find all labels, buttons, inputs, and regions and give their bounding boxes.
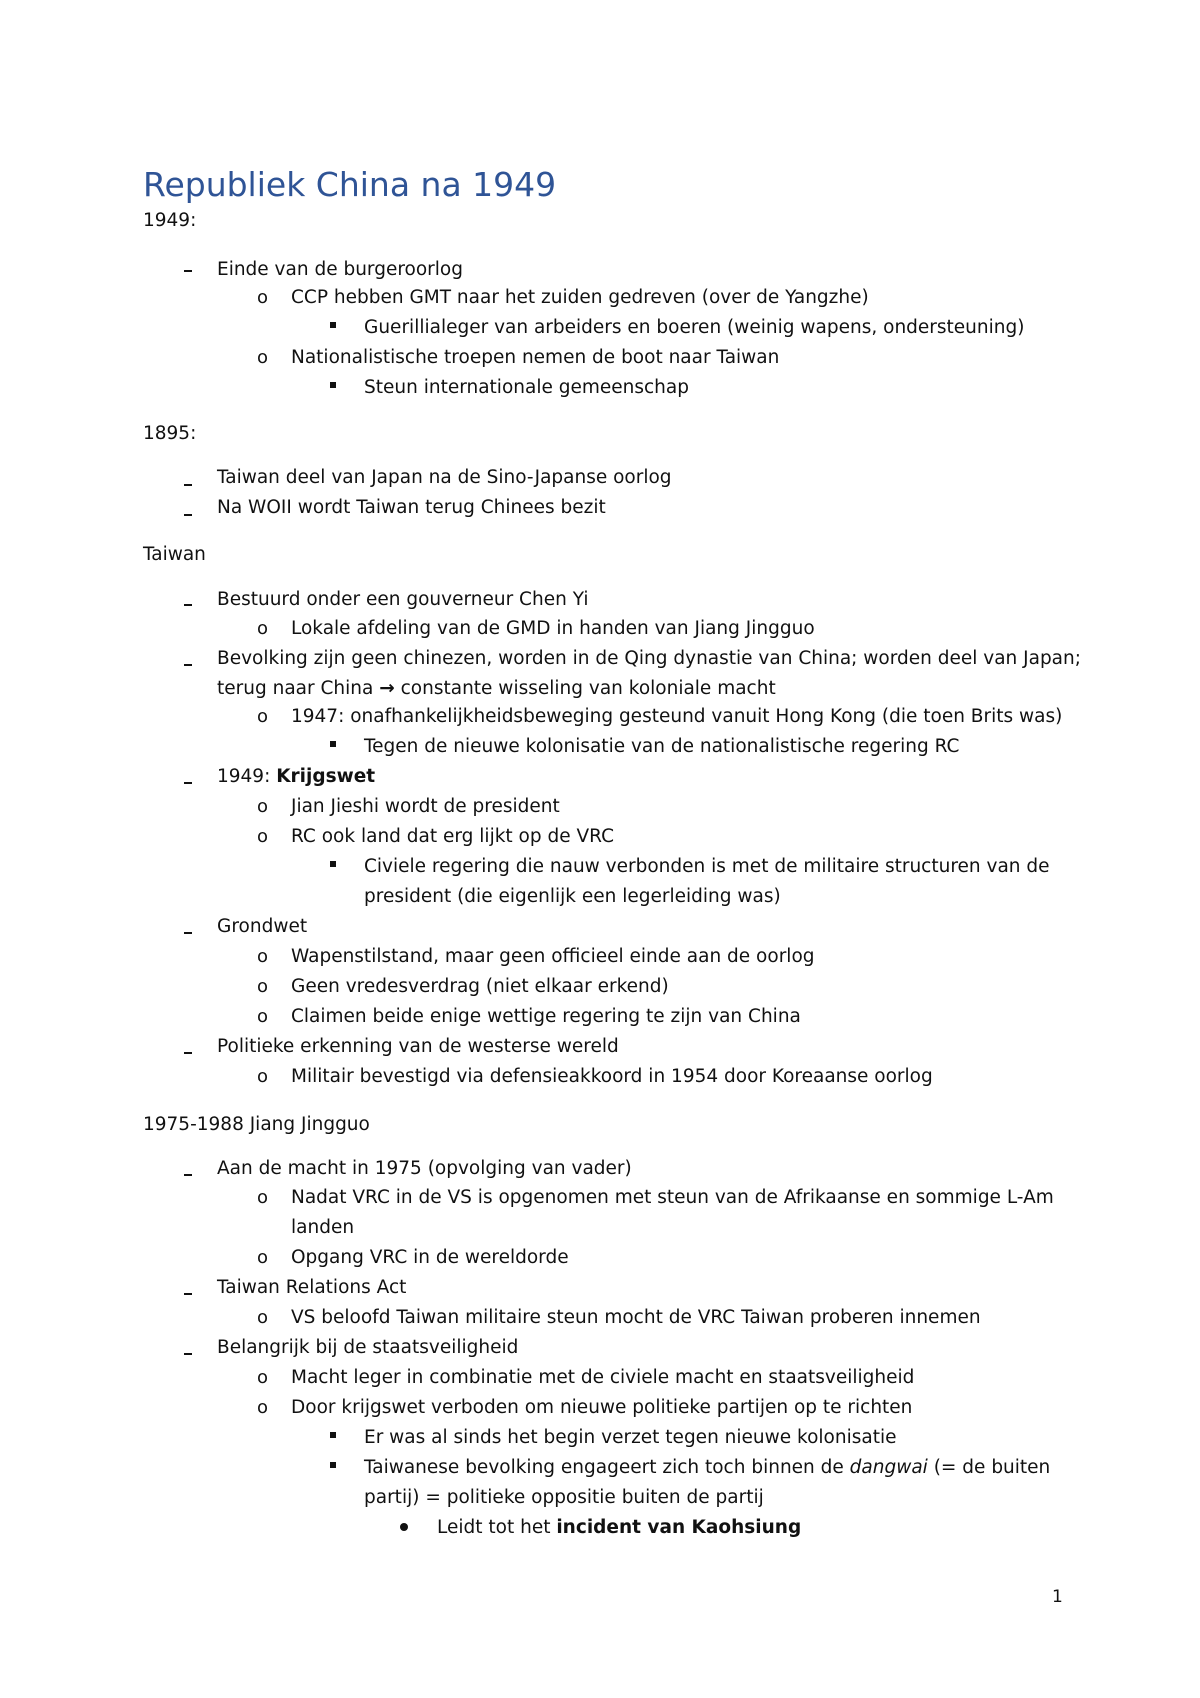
text-run-italic: dangwai (849, 1457, 928, 1478)
circle-bullet-icon: o (257, 287, 269, 308)
list-item: Civiele regering die nauw verbonden is met de militaire structuren van de (364, 856, 1050, 877)
circle-bullet-icon: o (257, 1367, 269, 1388)
circle-bullet-icon: o (257, 946, 269, 967)
list-item: CCP hebben GMT naar het zuiden gedreven (over de Yangzhe) (291, 287, 869, 308)
list-item: Macht leger in combinatie met de civiele macht en staatsveiligheid (291, 1367, 915, 1388)
list-item: Politieke erkenning van de westerse wereld (217, 1036, 619, 1057)
arrow-right-icon: → (379, 678, 395, 699)
dash-bullet-icon (184, 1174, 192, 1176)
list-item: Er was al sinds het begin verzet tegen nieuwe kolonisatie (364, 1427, 897, 1448)
text-run: terug naar China (217, 678, 374, 699)
list-item: Aan de macht in 1975 (opvolging van vader) (217, 1158, 632, 1179)
dash-bullet-icon (184, 484, 192, 486)
list-item (217, 765, 375, 789)
square-bullet-icon (330, 741, 336, 747)
section-heading-jiang-jingguo: 1975-1988 Jiang Jingguo (143, 1114, 370, 1135)
dash-bullet-icon (184, 1293, 192, 1295)
list-item: RC ook land dat erg lijkt op de VRC (291, 826, 615, 847)
list-item: Wapenstilstand, maar geen officieel einde aan de oorlog (291, 946, 815, 967)
square-bullet-icon (330, 1462, 336, 1468)
square-bullet-icon (330, 861, 336, 867)
square-bullet-icon (330, 382, 336, 388)
section-heading-1895: 1895: (143, 423, 197, 444)
circle-bullet-icon: o (257, 976, 269, 997)
list-item: Taiwan deel van Japan na de Sino-Japanse oorlog (217, 467, 672, 488)
list-item: 1947: onafhankelijkheidsbeweging gesteund vanuit Hong Kong (die toen Brits was) (291, 706, 1063, 727)
circle-bullet-icon: o (257, 1307, 269, 1328)
dash-bullet-icon (184, 1353, 192, 1355)
page-title: Republiek China na 1949 (143, 165, 557, 204)
square-bullet-icon (330, 322, 336, 328)
list-item: Taiwan Relations Act (217, 1277, 407, 1298)
list-item: Na WOII wordt Taiwan terug Chinees bezit (217, 497, 606, 518)
list-item (437, 1516, 801, 1540)
square-bullet-icon (330, 1432, 336, 1438)
list-item: Geen vredesverdrag (niet elkaar erkend) (291, 976, 669, 997)
list-item: Nationalistische troepen nemen de boot naar Taiwan (291, 347, 780, 368)
list-item-continuation (217, 677, 776, 701)
list-item: Door krijgswet verboden om nieuwe politieke partijen op te richten (291, 1397, 913, 1418)
list-item-continuation: landen (291, 1217, 355, 1238)
round-bullet-icon (400, 1523, 408, 1531)
circle-bullet-icon: o (257, 1247, 269, 1268)
list-item: VS beloofd Taiwan militaire steun mocht de VRC Taiwan proberen innemen (291, 1307, 981, 1328)
text-run: Taiwanese bevolking engageert zich toch binnen de (364, 1457, 850, 1478)
dash-bullet-icon (184, 270, 192, 272)
text-run-bold: incident van Kaohsiung (556, 1517, 802, 1538)
list-item: Guerillialeger van arbeiders en boeren (weinig wapens, ondersteuning) (364, 317, 1025, 338)
text-run: 1949: (217, 766, 277, 787)
list-item: Grondwet (217, 916, 308, 937)
circle-bullet-icon: o (257, 826, 269, 847)
list-item: Belangrijk bij de staatsveiligheid (217, 1337, 519, 1358)
text-run: constante wisseling van koloniale macht (400, 678, 776, 699)
list-item: Militair bevestigd via defensieakkoord in 1954 door Koreaanse oorlog (291, 1066, 933, 1087)
circle-bullet-icon: o (257, 1006, 269, 1027)
dash-bullet-icon (184, 604, 192, 606)
list-item (364, 1456, 1050, 1480)
section-heading-taiwan: Taiwan (143, 544, 206, 565)
list-item: Lokale afdeling van de GMD in handen van Jiang Jingguo (291, 618, 815, 639)
text-run-bold: Krijgswet (276, 766, 376, 787)
dash-bullet-icon (184, 782, 192, 784)
list-item: Bevolking zijn geen chinezen, worden in de Qing dynastie van China; worden deel van Japan; (217, 648, 1081, 669)
list-item-continuation: partij) = politieke oppositie buiten de partij (364, 1487, 764, 1508)
circle-bullet-icon: o (257, 618, 269, 639)
circle-bullet-icon: o (257, 706, 269, 727)
text-run: (= de buiten (927, 1457, 1051, 1478)
circle-bullet-icon: o (257, 347, 269, 368)
circle-bullet-icon: o (257, 1187, 269, 1208)
dash-bullet-icon (184, 514, 192, 516)
dash-bullet-icon (184, 664, 192, 666)
list-item: Steun internationale gemeenschap (364, 377, 689, 398)
list-item: Tegen de nieuwe kolonisatie van de nationalistische regering RC (364, 736, 960, 757)
list-item: Opgang VRC in de wereldorde (291, 1247, 569, 1268)
circle-bullet-icon: o (257, 796, 269, 817)
dash-bullet-icon (184, 1052, 192, 1054)
list-item: Bestuurd onder een gouverneur Chen Yi (217, 589, 589, 610)
list-item: Jian Jieshi wordt de president (291, 796, 560, 817)
list-item: Einde van de burgeroorlog (217, 259, 463, 280)
page-number: 1 (1052, 1587, 1063, 1607)
circle-bullet-icon: o (257, 1397, 269, 1418)
list-item-continuation: president (die eigenlijk een legerleiding was) (364, 886, 781, 907)
circle-bullet-icon: o (257, 1066, 269, 1087)
section-heading-1949: 1949: (143, 210, 197, 231)
text-run: Leidt tot het (437, 1517, 557, 1538)
dash-bullet-icon (184, 932, 192, 934)
list-item: Nadat VRC in de VS is opgenomen met steun van de Afrikaanse en sommige L-Am (291, 1187, 1054, 1208)
list-item: Claimen beide enige wettige regering te zijn van China (291, 1006, 801, 1027)
